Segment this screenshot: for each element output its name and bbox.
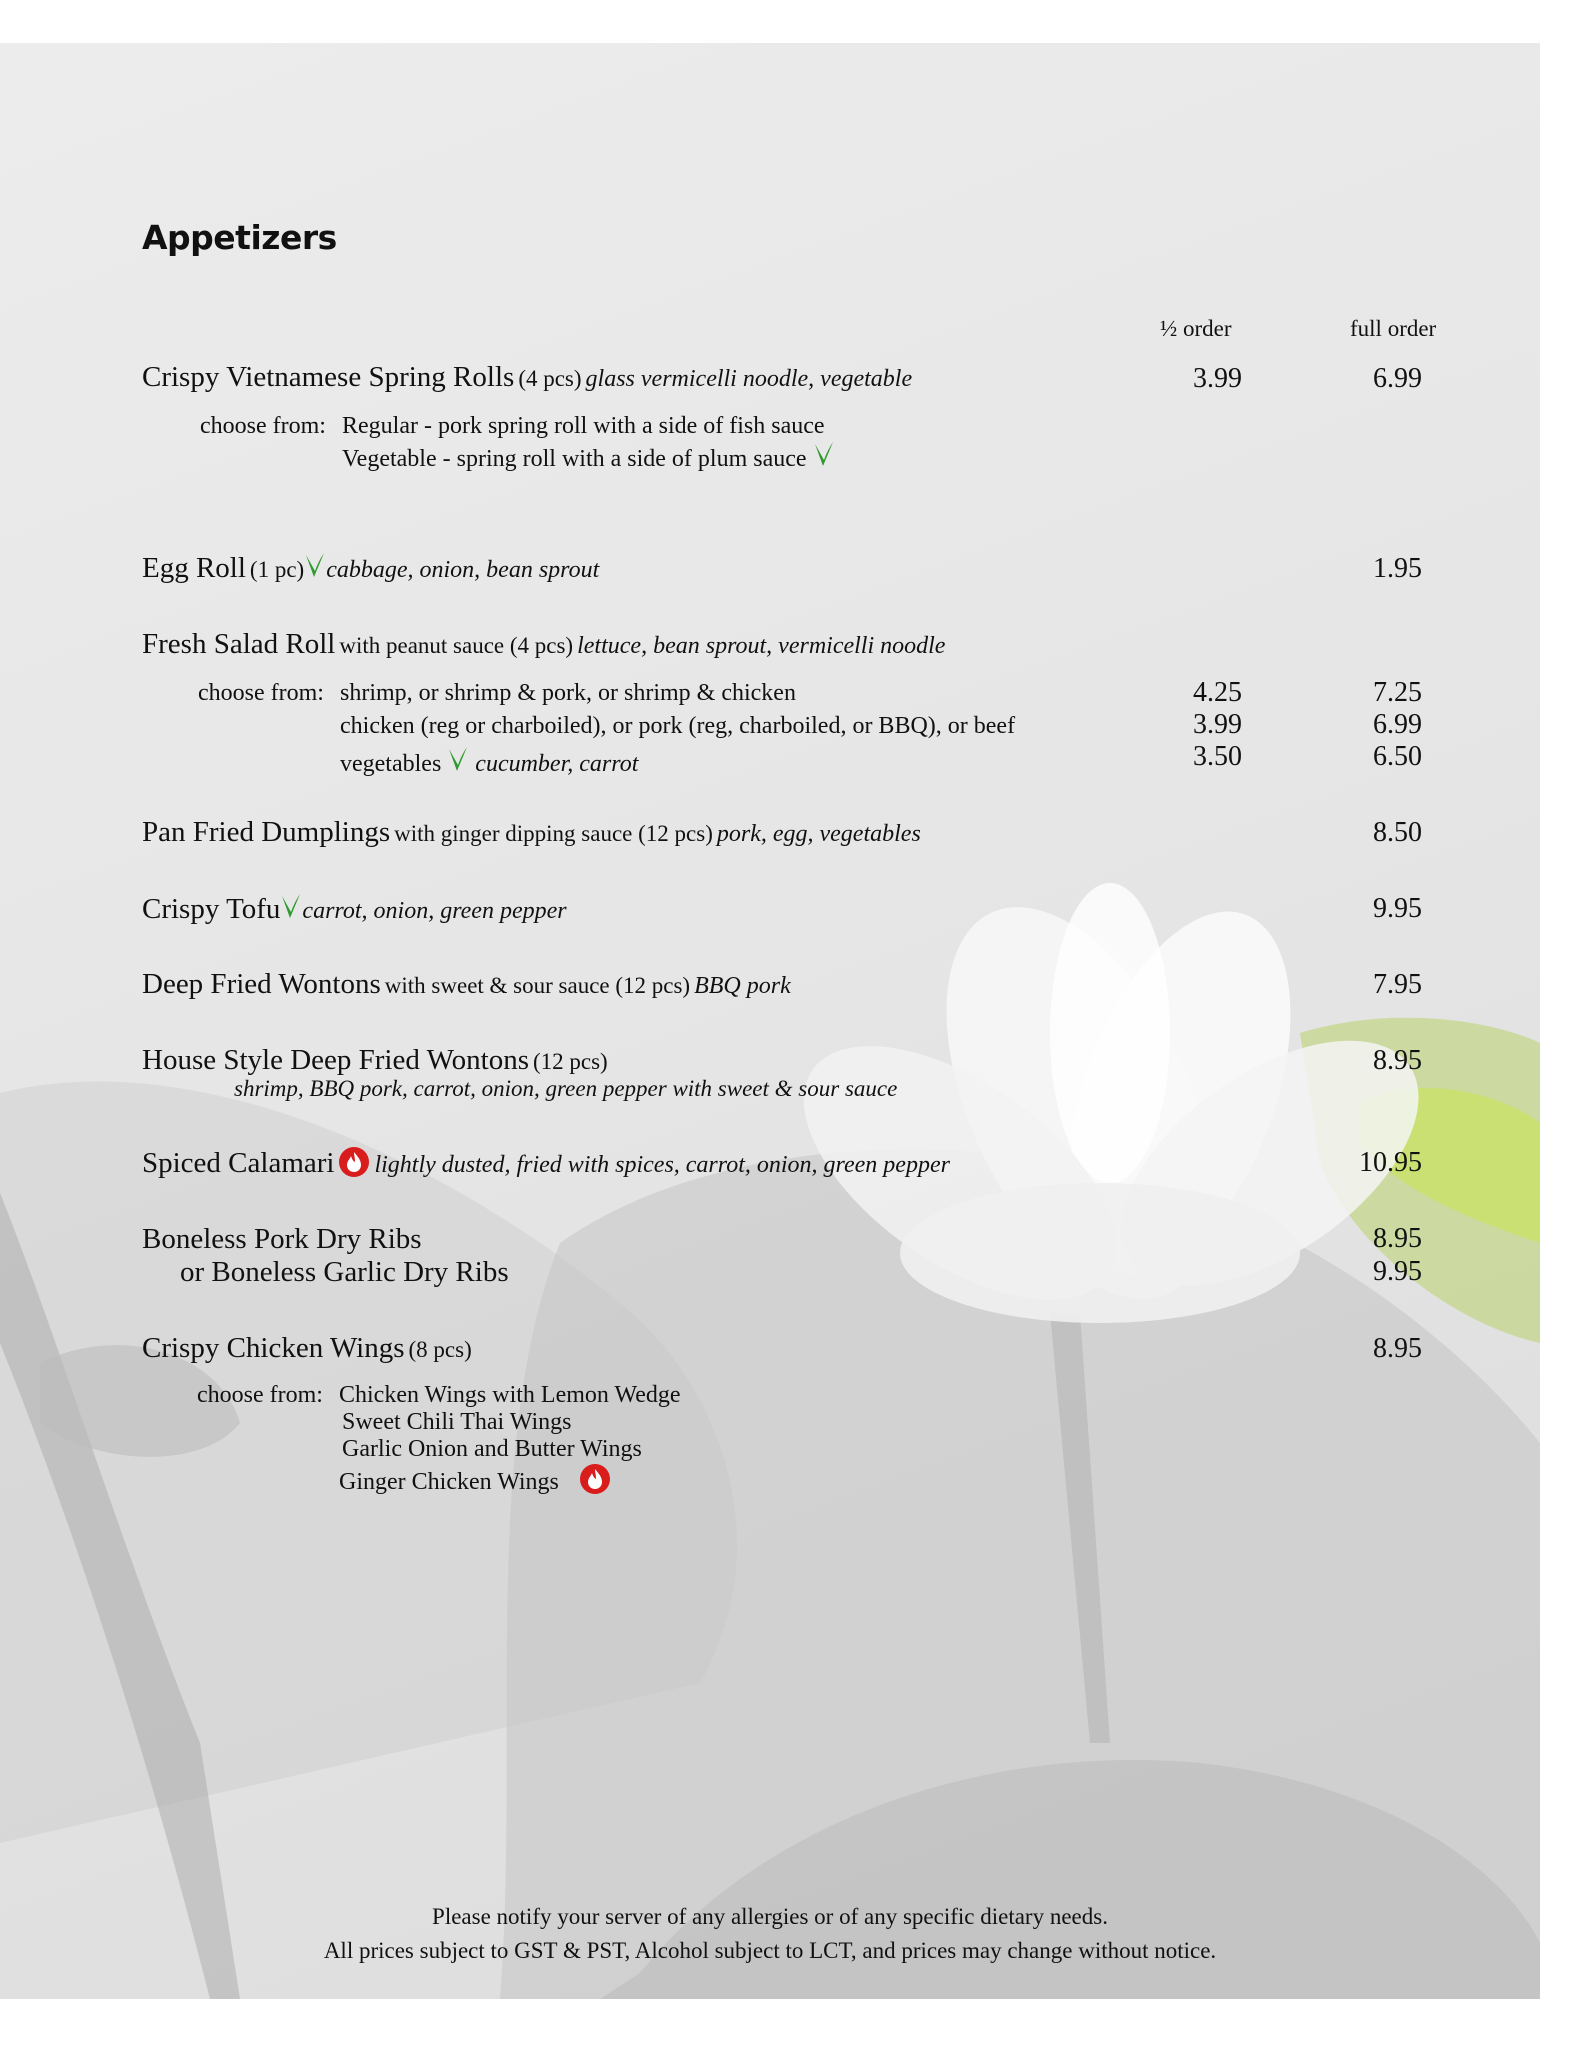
item-name: Crispy Vietnamese Spring Rolls: [142, 361, 515, 393]
price-half: 3.50: [1193, 741, 1242, 772]
footer-tax-note: All prices subject to GST & PST, Alcohol subject to LCT, and prices may change without notice.: [323, 1938, 1217, 1963]
item-desc: shrimp, BBQ pork, carrot, onion, green pepper with sweet & sour sauce: [234, 1076, 898, 1101]
menu-item-garlic-ribs: or Boneless Garlic Dry Ribs: [180, 1256, 509, 1288]
item-qty: (1 pc): [249, 557, 305, 582]
option-text: Ginger Chicken Wings: [339, 1469, 559, 1495]
option-line: [342, 440, 835, 473]
item-desc: lightly dusted, fried with spices, carrot, onion, green pepper: [374, 1152, 950, 1178]
option-desc: cucumber, carrot: [475, 751, 639, 777]
menu-item-pork-ribs: Boneless Pork Dry Ribs: [142, 1223, 422, 1255]
price-full: 10.95: [1359, 1147, 1422, 1178]
price-full: 6.50: [1373, 741, 1422, 772]
item-name: Deep Fried Wontons: [142, 968, 381, 1000]
choose-label: choose from:: [200, 413, 326, 439]
item-qty: (12 pcs): [532, 1049, 608, 1074]
chili-icon: [338, 1146, 370, 1178]
price-full: 8.95: [1373, 1333, 1422, 1364]
item-qty: with ginger dipping sauce (12 pcs): [394, 821, 713, 846]
menu-item-egg-roll: [142, 551, 599, 585]
option-text: Garlic Onion and Butter Wings: [342, 1436, 642, 1462]
item-name: House Style Deep Fried Wontons: [142, 1044, 529, 1076]
item-desc: glass vermicelli noodle, vegetable: [585, 366, 913, 392]
choose-label: choose from:: [198, 680, 324, 706]
option-text: vegetables: [340, 751, 442, 777]
leaf-icon: [447, 745, 469, 775]
price-full: 6.99: [1373, 363, 1422, 394]
price-full: 7.25: [1373, 677, 1422, 708]
option-text: Regular - pork spring roll with a side of fish sauce: [342, 413, 825, 439]
choose-label: choose from:: [197, 1382, 323, 1408]
price-half: 3.99: [1193, 709, 1242, 740]
price-full: 9.95: [1373, 1256, 1422, 1287]
menu-item-calamari: [142, 1146, 950, 1180]
price-full: 7.95: [1373, 969, 1422, 1000]
section-title: Appetizers: [142, 218, 337, 257]
option-text: shrimp, or shrimp & pork, or shrimp & chicken: [340, 680, 796, 706]
half-order-header: ½ order: [1160, 316, 1232, 341]
item-desc: cabbage, onion, bean sprout: [326, 557, 600, 583]
lotus-background-image: [0, 43, 1540, 1999]
item-name: Crispy Tofu: [142, 893, 281, 925]
option-line: [339, 1463, 611, 1496]
price-half: 3.99: [1193, 363, 1242, 394]
chili-icon: [579, 1463, 611, 1495]
option-line: [340, 745, 638, 778]
menu-item-salad-roll: [142, 628, 945, 661]
price-full: 8.95: [1373, 1045, 1422, 1076]
item-desc: pork, egg, vegetables: [716, 821, 921, 847]
price-full: 8.50: [1373, 817, 1422, 848]
item-qty: with peanut sauce (4 pcs): [339, 633, 574, 658]
menu-item-spring-rolls: [142, 361, 912, 394]
price-full: 8.95: [1373, 1223, 1422, 1254]
item-name: Crispy Chicken Wings: [142, 1332, 405, 1364]
menu-item-wontons: [142, 968, 791, 1001]
item-qty: (8 pcs): [408, 1337, 472, 1362]
item-qty: (4 pcs): [518, 366, 582, 391]
option-text: Vegetable - spring roll with a side of plum sauce: [342, 446, 807, 472]
leaf-icon: [304, 551, 326, 581]
menu-page: [0, 43, 1540, 1999]
option-text: Sweet Chili Thai Wings: [342, 1409, 572, 1435]
item-desc: carrot, onion, green pepper: [302, 898, 567, 924]
price-full: 1.95: [1373, 553, 1422, 584]
item-name: Pan Fried Dumplings: [142, 816, 391, 848]
footer-allergy-note: Please notify your server of any allergies or of any specific dietary needs.: [432, 1904, 1108, 1929]
price-half: 4.25: [1193, 677, 1242, 708]
menu-item-tofu: [142, 892, 567, 926]
item-name: Spiced Calamari: [142, 1147, 335, 1179]
menu-item-house-wontons: [142, 1044, 608, 1077]
option-text: Chicken Wings with Lemon Wedge: [339, 1382, 681, 1408]
item-qty: with sweet & sour sauce (12 pcs): [384, 973, 691, 998]
option-text: chicken (reg or charboiled), or pork (reg, charboiled, or BBQ), or beef: [340, 713, 1016, 739]
full-order-header: full order: [1350, 316, 1437, 341]
price-full: 9.95: [1373, 893, 1422, 924]
item-name: Egg Roll: [142, 552, 246, 584]
price-full: 6.99: [1373, 709, 1422, 740]
item-desc: lettuce, bean sprout, vermicelli noodle: [577, 633, 946, 659]
item-name: Fresh Salad Roll: [142, 628, 336, 660]
leaf-icon: [813, 440, 835, 470]
item-desc: BBQ pork: [694, 973, 791, 999]
menu-item-dumplings: [142, 816, 921, 849]
menu-item-wings: [142, 1332, 472, 1365]
leaf-icon: [280, 892, 302, 922]
